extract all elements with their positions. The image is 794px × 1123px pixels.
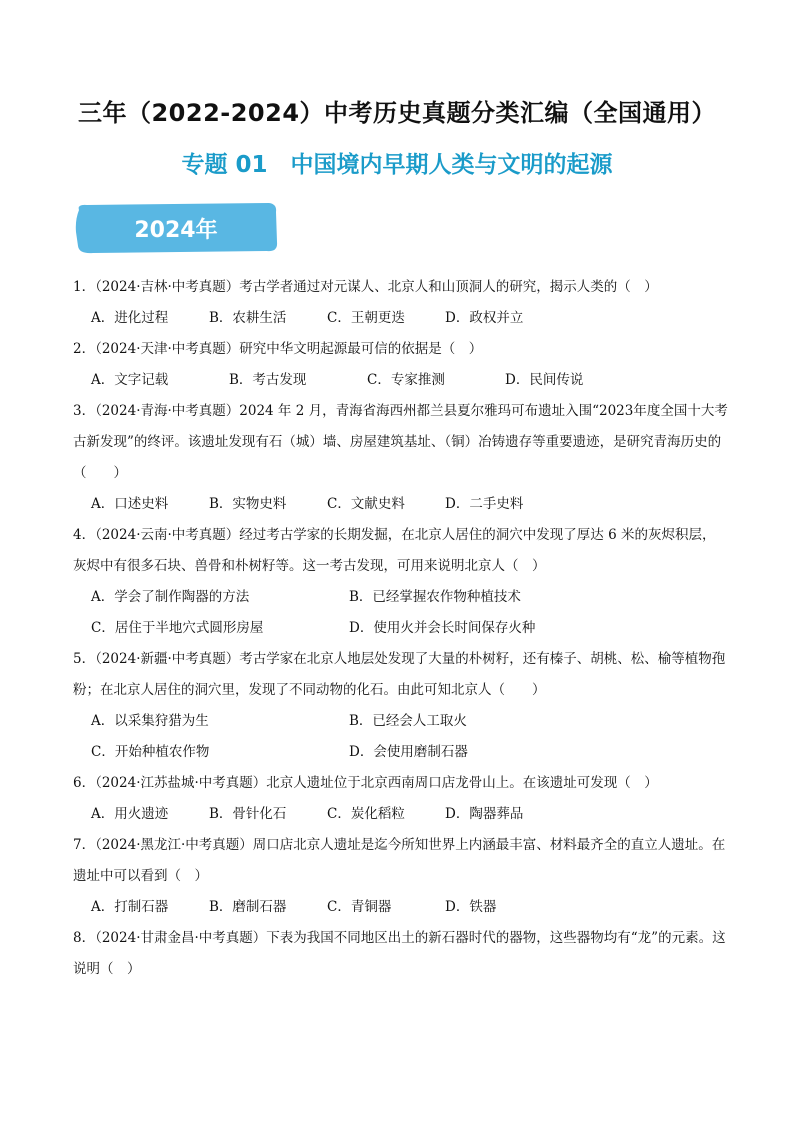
option-c: C．青铜器	[327, 899, 392, 915]
option-a: A．口述史料	[91, 496, 169, 512]
option-b: B．骨针化石	[209, 806, 287, 822]
option-a: A．以采集狩猎为生	[91, 713, 209, 729]
question-stem: 6．（2024·江苏盐城·中考真题）北京人遗址位于北京西南周口店龙骨山上。在该遗址可发现（ ）	[73, 775, 658, 791]
option-b: B．已经会人工取火	[349, 713, 467, 729]
question-list	[73, 272, 728, 985]
option-b: B．实物史料	[209, 496, 287, 512]
question-stem: 1．（2024·吉林·中考真题）考古学者通过对元谋人、北京人和山顶洞人的研究，揭示人类的（ ）	[73, 279, 658, 295]
option-row	[73, 365, 728, 396]
option-b: B．考古发现	[229, 372, 307, 388]
question-1	[73, 272, 728, 334]
option-b: B．已经掌握农作物种植技术	[349, 589, 521, 605]
question-5	[73, 644, 728, 768]
question-2	[73, 334, 728, 396]
option-row	[73, 892, 728, 923]
document-title: 三年（2022-2024）中考历史真题分类汇编（全国通用）	[77, 99, 717, 127]
option-c: C．炭化稻粒	[327, 806, 405, 822]
year-badge-label: 2024年	[134, 217, 218, 243]
option-a: A．用火遗迹	[91, 806, 169, 822]
question-8	[73, 923, 728, 985]
option-d: D．铁器	[445, 899, 497, 915]
option-a: A．进化过程	[91, 310, 169, 326]
option-b: B．磨制石器	[209, 899, 287, 915]
question-stem: 7．（2024·黑龙江·中考真题）周口店北京人遗址是迄今所知世界上内涵最丰富、材料最齐全的直立人遗址。在遗址中可以看到（ ）	[73, 837, 726, 884]
year-badge	[73, 202, 279, 254]
option-a: A．学会了制作陶器的方法	[91, 589, 250, 605]
option-d: D．会使用磨制石器	[349, 744, 468, 760]
option-d: D．二手史料	[445, 496, 524, 512]
question-stem: 4．（2024·云南·中考真题）经过考古学家的长期发掘，在北京人居住的洞穴中发现了厚达 6 米的灰烬积层，灰烬中有很多石块、兽骨和朴树籽等。这一考古发现，可用来说明北京人（ ）	[73, 527, 716, 574]
option-d: D．政权并立	[445, 310, 524, 326]
option-c: C．居住于半地穴式圆形房屋	[91, 620, 264, 636]
option-c: C．王朝更迭	[327, 310, 405, 326]
option-b: B．农耕生活	[209, 310, 287, 326]
question-stem: 2．（2024·天津·中考真题）研究中华文明起源最可信的依据是（ ）	[73, 341, 483, 357]
option-row	[73, 737, 728, 768]
option-d: D．民间传说	[505, 372, 584, 388]
question-4	[73, 520, 728, 644]
option-d: D．陶器葬品	[445, 806, 524, 822]
option-a: A．打制石器	[91, 899, 169, 915]
question-7	[73, 830, 728, 923]
option-row	[73, 582, 728, 613]
question-stem: 8．（2024·甘肃金昌·中考真题）下表为我国不同地区出土的新石器时代的器物，这些器物均有“龙”的元素。这说明（ ）	[73, 930, 726, 977]
option-row	[73, 303, 728, 334]
topic-subtitle: 专题 01 中国境内早期人类与文明的起源	[181, 152, 613, 178]
question-3	[73, 396, 728, 520]
option-row	[73, 706, 728, 737]
question-stem: 5．（2024·新疆·中考真题）考古学家在北京人地层处发现了大量的朴树籽，还有榛子、胡桃、松、榆等植物孢粉；在北京人居住的洞穴里，发现了不同动物的化石。由此可知北京人（ ）	[73, 651, 726, 698]
option-row	[73, 613, 728, 644]
option-c: C．开始种植农作物	[91, 744, 210, 760]
question-stem: 3．（2024·青海·中考真题）2024 年 2 月，青海省海西州都兰县夏尔雅玛可布遗址入围“2023年度全国十大考古新发现”的终评。该遗址发现有石（城）墙、房屋建筑基址、（铜）冶铸遗存等重要遗迹，是研究青海历史的（ ）	[73, 403, 728, 481]
option-row	[73, 799, 728, 830]
question-6	[73, 768, 728, 830]
option-c: C．文献史料	[327, 496, 405, 512]
option-c: C．专家推测	[367, 372, 445, 388]
option-d: D．使用火并会长时间保存火种	[349, 620, 536, 636]
option-row	[73, 489, 728, 520]
option-a: A．文字记载	[91, 372, 169, 388]
